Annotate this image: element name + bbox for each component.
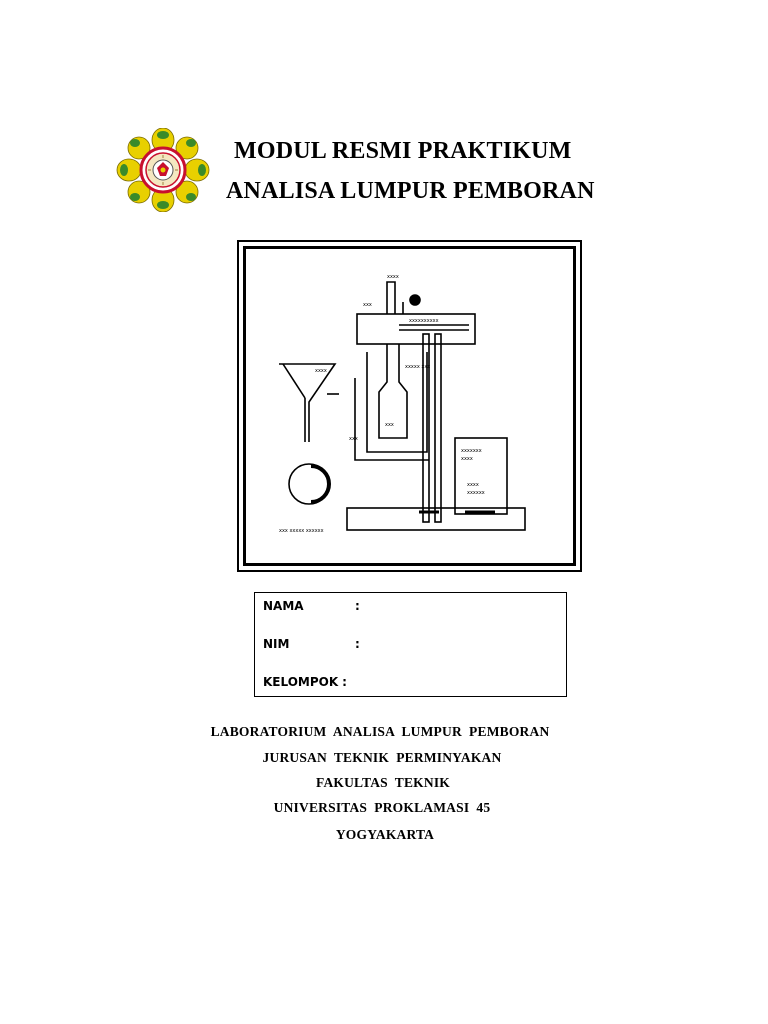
- nim-colon: :: [355, 637, 360, 651]
- svg-text:xxxx: xxxx: [315, 368, 327, 374]
- svg-text:xxxxx xxx: xxxxx xxx: [405, 364, 431, 370]
- footer-university: UNIVERSITAS PROKLAMASI 45: [273, 800, 491, 815]
- title-line-2: ANALISA LUMPUR PEMBORAN: [226, 178, 595, 204]
- footer-faculty: FAKULTAS TEKNIK: [316, 775, 450, 790]
- svg-text:xxxxxxxxxx: xxxxxxxxxx: [409, 318, 439, 324]
- svg-text:xxxxxx: xxxxxx: [467, 490, 485, 496]
- nama-row: [263, 599, 360, 613]
- svg-text:xxxx: xxxx: [461, 456, 473, 462]
- kelompok-colon: :: [342, 675, 347, 689]
- drilling-mud-apparatus-diagram: [239, 242, 584, 574]
- kelompok-label: KELOMPOK: [263, 675, 339, 689]
- svg-text:xxxx: xxxx: [467, 482, 479, 488]
- nim-row: [263, 637, 360, 651]
- footer-city: YOGYAKARTA: [335, 827, 435, 842]
- svg-text:xxxxxxx: xxxxxxx: [461, 448, 482, 454]
- kelompok-row: [263, 675, 347, 689]
- svg-text:xxx xxxxx xxxxxx: xxx xxxxx xxxxxx: [279, 528, 324, 534]
- nama-label: NAMA: [263, 599, 304, 613]
- footer-department: JURUSAN TEKNIK PERMINYAKAN: [262, 750, 502, 765]
- figure-frame: [237, 240, 582, 572]
- identity-form-box: [254, 592, 567, 697]
- nim-label: NIM: [263, 637, 290, 651]
- footer-laboratory: LABORATORIUM ANALISA LUMPUR PEMBORAN: [210, 724, 550, 739]
- svg-text:xxx: xxx: [385, 422, 394, 428]
- title-line-1: MODUL RESMI PRAKTIKUM: [234, 138, 572, 164]
- university-seal-icon: [116, 128, 210, 212]
- svg-text:xxx: xxx: [349, 436, 358, 442]
- svg-text:xxxx: xxxx: [387, 274, 399, 280]
- nama-colon: :: [355, 599, 360, 613]
- svg-text:xxx: xxx: [363, 302, 372, 308]
